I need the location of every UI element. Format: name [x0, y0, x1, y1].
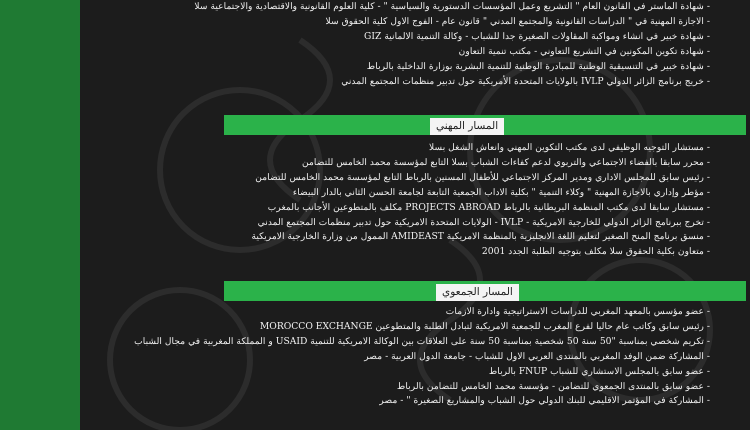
- cv-content: [80, 0, 750, 430]
- list-item: - متعاون بكلية الحقوق سلا مكلف بتوجيه الطلبة الجدد 2001: [251, 245, 710, 260]
- list-item: - شهادة خبير في انشاء ومواكبة المقاولات الصغيرة جدا للشباب - وكالة التنمية الالمانية GIZ: [194, 30, 710, 45]
- list-item: - رئيس سابق للمجلس الاداري ومدير المركز الاجتماعي للأطفال المسنين بالرباط التابع لمؤسسة محمد الخامس للتضامن: [251, 171, 710, 186]
- section-title-associative: المسار الجمعوي: [436, 284, 519, 301]
- list-item: - الاجازة المهنية في " الدراسات القانونية والمجتمع المدني " قانون عام - الفوج الاول كلية الحقوق سلا: [194, 15, 710, 30]
- list-item: - تكريم شخصي بمناسبة "50 سنة 50 شخصية بمناسبة 50 سنة على العلاقات بين الوكالة الامريكية للتنمية USAID و المملكة المغربية في مجال الشباب: [134, 335, 710, 350]
- list-item: - محرر سابقا بالفضاء الاجتماعي والتربوي لدعم كفاءات الشباب بسلا التابع لمؤسسة محمد الخامس للتضامن: [251, 156, 710, 171]
- list-item: - تخرج ببرنامج الزائر الدولي للخارجية الامريكية - IVLP - الولايات المتحدة الامريكية حول تدبير منظمات المجتمع المدني: [251, 216, 710, 231]
- left-green-band: [0, 0, 80, 430]
- list-item: - خريج برنامج الزائر الدولي IVLP بالولايات المتحدة الأمريكية حول تدبير منظمات المجتمع المدني: [194, 75, 710, 90]
- list-item: - شهادة الماستر في القانون العام " التشريع وعمل المؤسسات الدستورية والسياسية " - كلية العلوم القانونية والاقتصادية والاجتماعية سلا: [194, 0, 710, 15]
- associative-list: [134, 305, 710, 409]
- list-item: - عضو سابق بالمجلس الاستشاري للشباب FNUP بالرباط: [134, 365, 710, 380]
- education-list: [194, 0, 710, 89]
- list-item: - مستشار سابقا لدى مكتب المنظمة البريطانية بالرباط PROJECTS ABROAD مكلف بالمتطوعين الأجانب بالمغرب: [251, 201, 710, 216]
- list-item: - مؤطر وإداري بالاجازة المهنية " وكلاء التنمية " بكلية الاداب الجمعية التابعة لجامعة الحسن الثاني بالدار البيضاء: [251, 186, 710, 201]
- list-item: - عضو سابق بالمنتدى الجمعوي للتضامن - مؤسسة محمد الخامس للتضامن بالرباط: [134, 380, 710, 395]
- list-item: - المشاركة ضمن الوفد المغربي بالمنتدى العربي الاول للشباب - جامعة الدول العربية - مصر: [134, 350, 710, 365]
- list-item: - رئيس سابق وكاتب عام حاليا لفرع المغرب للجمعية الامريكية لتبادل الطلبة والمتطوعين MOROCCO EXCHANGE: [134, 320, 710, 335]
- professional-list: [251, 141, 710, 260]
- list-item: - عضو مؤسس بالمعهد المغربي للدراسات الاستراتيجية وادارة الازمات: [134, 305, 710, 320]
- list-item: - مستشار التوجيه الوظيفي لدى مكتب التكوين المهني وانعاش الشغل بسلا: [251, 141, 710, 156]
- list-item: - شهادة خبير في التنسيقية الوطنية للمبادرة الوطنية للتنمية البشرية بوزارة الداخلية بالرباط: [194, 60, 710, 75]
- section-title-professional: المسار المهني: [430, 118, 504, 135]
- list-item: - المشاركة في المؤتمر الاقليمي للبنك الدولي حول الشباب والمشاريع الصغيرة " - مصر: [134, 394, 710, 409]
- list-item: - منسق برنامج المنح الصغير لتعليم اللغة الانجليزية بالمنظمة الامريكية AMIDEAST الممول من وزارة الخارجية الامريكية: [251, 230, 710, 245]
- list-item: - شهادة تكوين المكونين في التشريع التعاوني - مكتب تنمية التعاون: [194, 45, 710, 60]
